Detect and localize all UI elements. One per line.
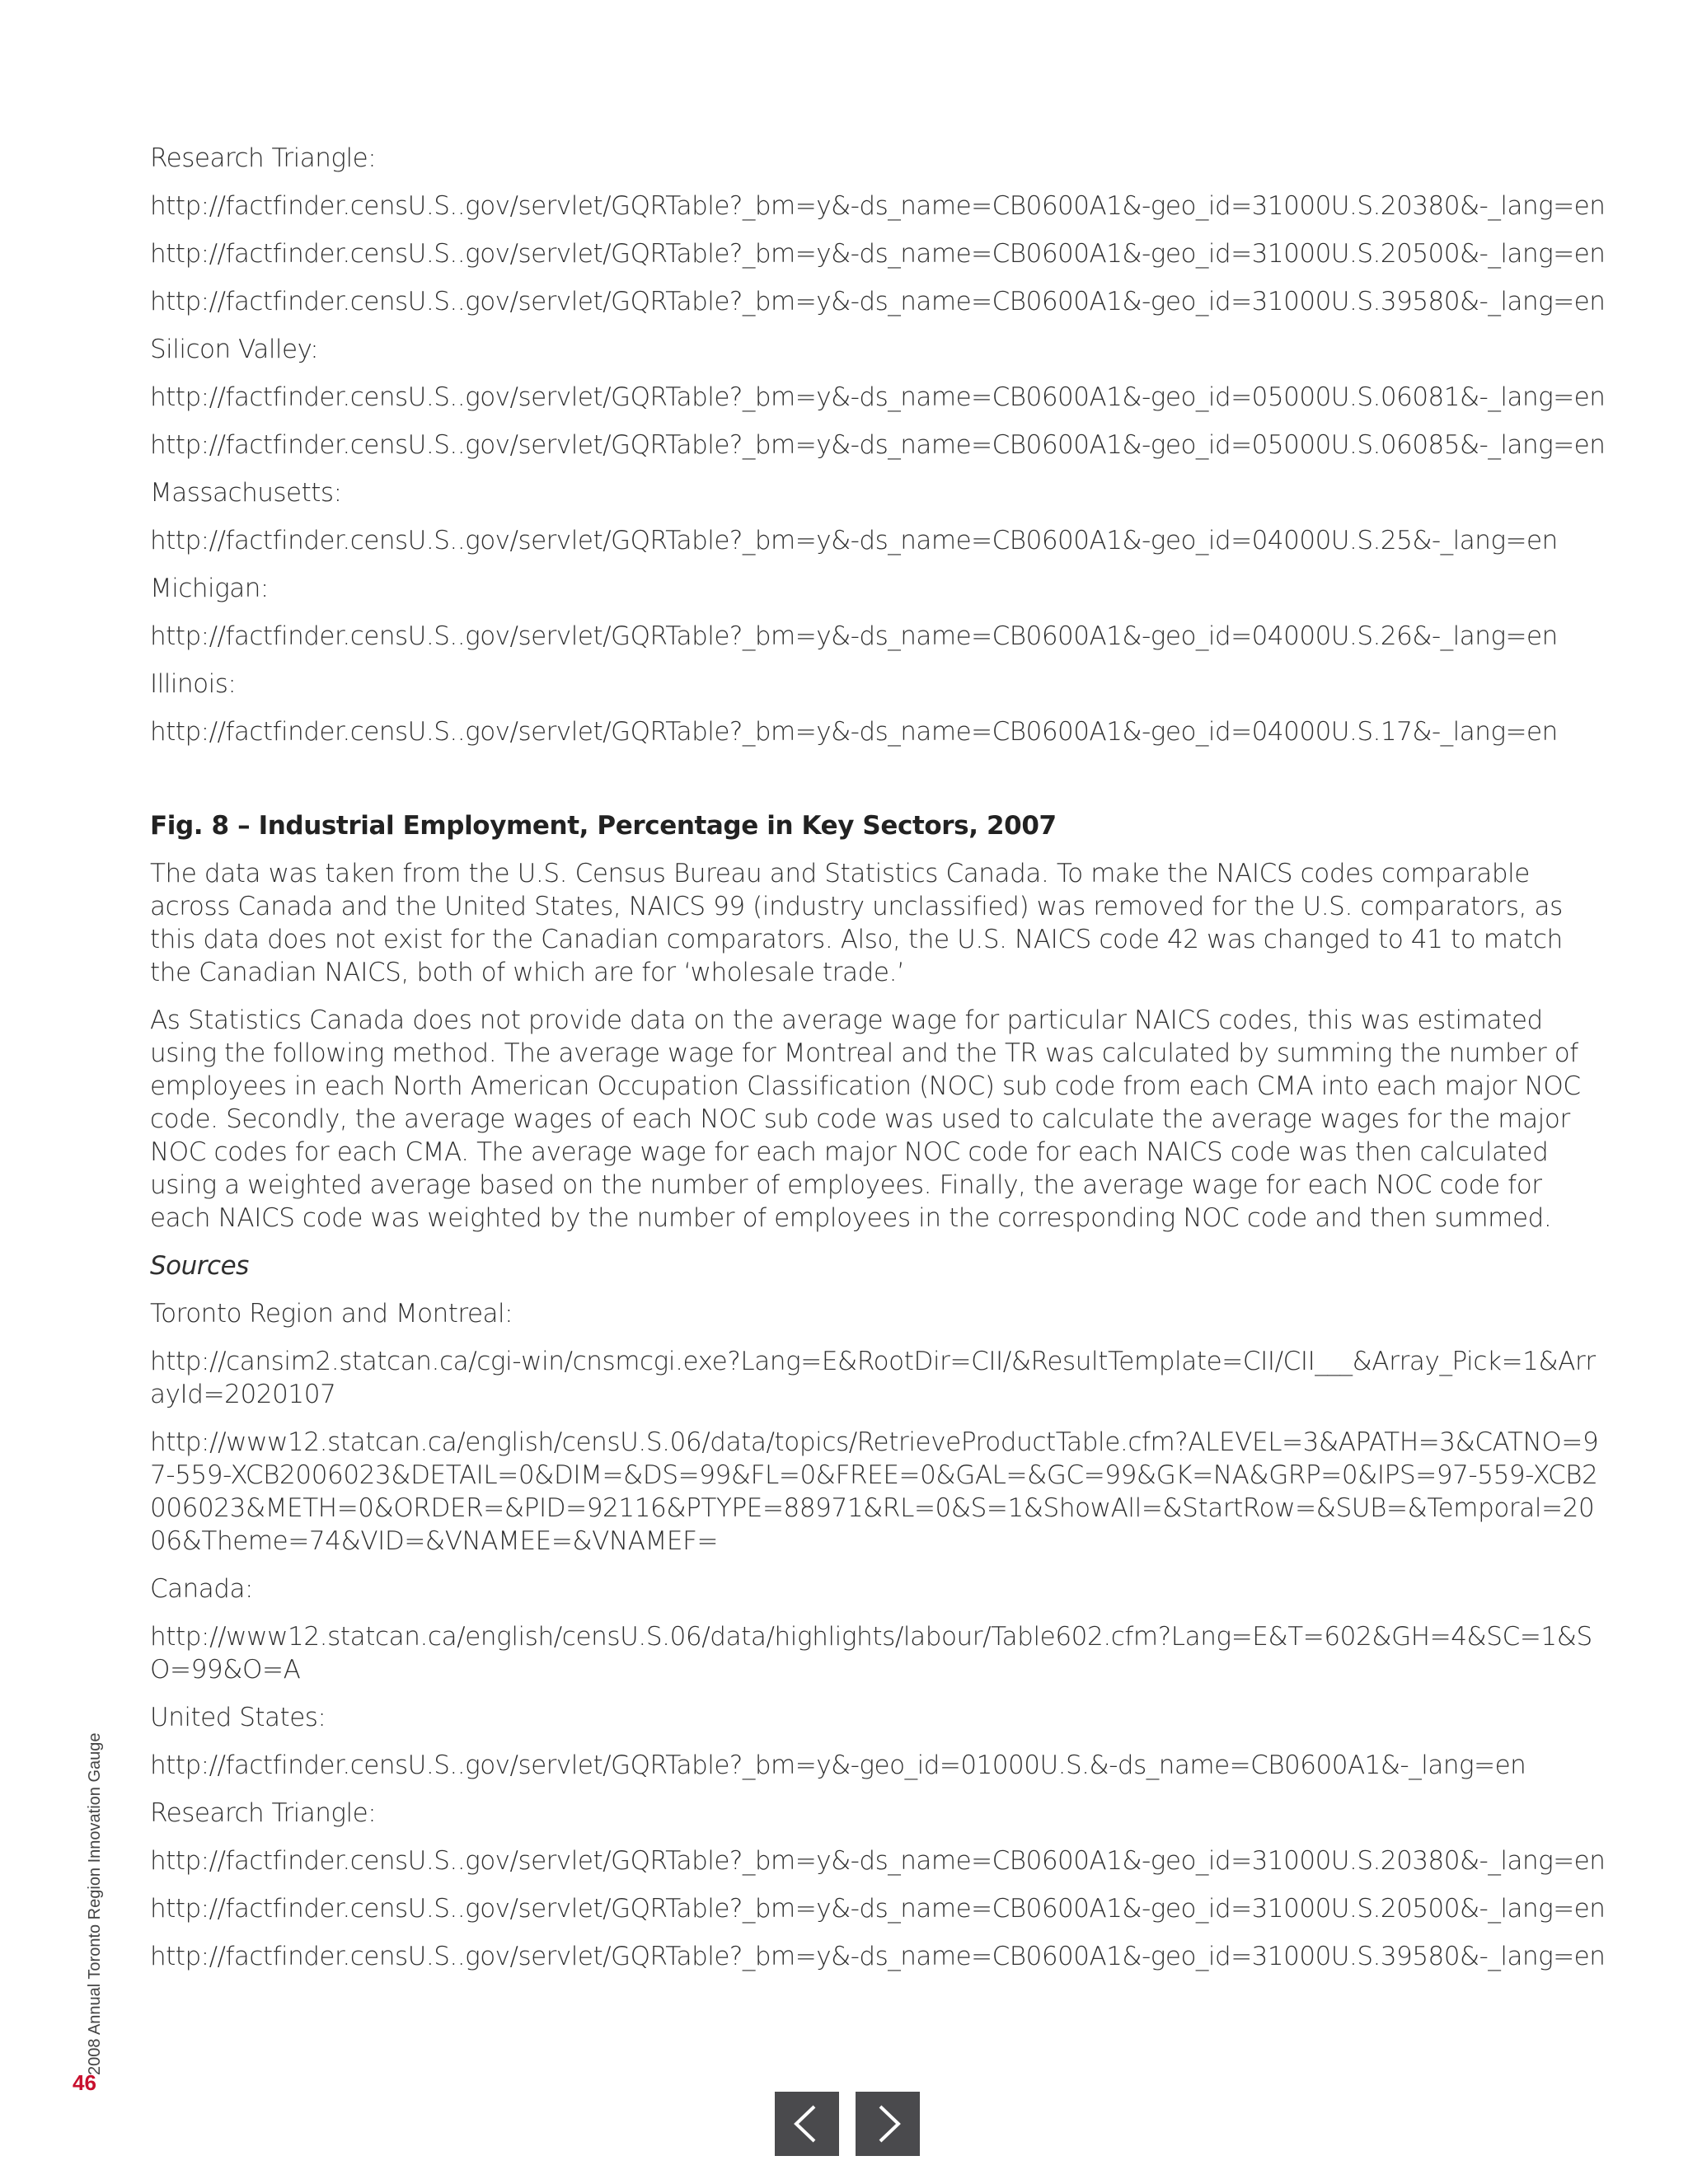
source-list-bottom (150, 1701, 1606, 1973)
publication-title: 2008 Annual Toronto Region Innovation Gauge (86, 1732, 104, 2075)
sources-label: Sources (150, 1251, 249, 1281)
source-top-label: Massachusetts: (150, 478, 342, 508)
source-top-url[interactable]: http://factfinder.censU.S..gov/servlet/GQRTable?_bm=y&-ds_name=CB0600A1&-geo_id=31000U.S.39580&-_lang=en (150, 287, 1606, 316)
source-bottom-url[interactable]: http://factfinder.censU.S..gov/servlet/GQRTable?_bm=y&-geo_id=01000U.S.&-ds_name=CB0600A1&-_lang=en (150, 1750, 1526, 1780)
source-top-url[interactable]: http://factfinder.censU.S..gov/servlet/GQRTable?_bm=y&-ds_name=CB0600A1&-geo_id=04000U.S.25&-_lang=en (150, 526, 1558, 555)
source-list-top (150, 142, 1606, 748)
page-content (150, 142, 1606, 1988)
side-label (82, 1732, 115, 2075)
toronto-label: Toronto Region and Montreal: (150, 1299, 513, 1329)
source-top-label: Research Triangle: (150, 143, 377, 173)
source-top-url[interactable]: http://factfinder.censU.S..gov/servlet/GQRTable?_bm=y&-ds_name=CB0600A1&-geo_id=05000U.S.06081&-_lang=en (150, 382, 1606, 412)
cansim-url[interactable]: http://cansim2.statcan.ca/cgi-win/cnsmcgi.exe?Lang=E&RootDir=CII/&ResultTemplate=CII/CII___&Array_Pick=1&ArrayId=2020107 (150, 1347, 1596, 1409)
source-bottom-url[interactable]: http://factfinder.censU.S..gov/servlet/GQRTable?_bm=y&-ds_name=CB0600A1&-geo_id=31000U.S.20500&-_lang=en (150, 1894, 1606, 1924)
canada-url[interactable]: http://www12.statcan.ca/english/censU.S.06/data/highlights/labour/Table602.cfm?Lang=E&T=602&GH=4&SC=1&SO=99&O=A (150, 1622, 1592, 1685)
source-top-url[interactable]: http://factfinder.censU.S..gov/servlet/GQRTable?_bm=y&-ds_name=CB0600A1&-geo_id=05000U.S.06085&-_lang=en (150, 430, 1606, 460)
source-top-url[interactable]: http://factfinder.censU.S..gov/servlet/GQRTable?_bm=y&-ds_name=CB0600A1&-geo_id=31000U.S.20380&-_lang=en (150, 191, 1606, 221)
source-bottom-label: United States: (150, 1703, 326, 1732)
next-page-button[interactable] (856, 2092, 920, 2156)
page-number: 46 (73, 2070, 96, 2095)
source-bottom-url[interactable]: http://factfinder.censU.S..gov/servlet/GQRTable?_bm=y&-ds_name=CB0600A1&-geo_id=31000U.S.20380&-_lang=en (150, 1846, 1606, 1876)
source-top-url[interactable]: http://factfinder.censU.S..gov/servlet/GQRTable?_bm=y&-ds_name=CB0600A1&-geo_id=04000U.S.17&-_lang=en (150, 717, 1558, 747)
paragraph-data-source: The data was taken from the U.S. Census Bureau and Statistics Canada. To make the NAICS codes comparable across Canada and the United States, NAICS 99 (industry unclassified) was removed for the U.S. comparators, as this data does not exist for the Canadian comparators. Also, the U.S. NAICS code 42 was changed to 41 to match the Canadian NAICS, both of which are for ‘wholesale trade.’ (150, 859, 1563, 987)
source-top-label: Illinois: (150, 669, 237, 699)
previous-page-button[interactable] (775, 2092, 839, 2156)
source-top-label: Silicon Valley: (150, 335, 319, 364)
chevron-right-icon (856, 2092, 920, 2156)
statcan-url[interactable]: http://www12.statcan.ca/english/censU.S.06/data/topics/RetrieveProductTable.cfm?ALEVEL=3&APATH=3&CATNO=97-559-XCB2006023&DETAIL=0&DIM=&DS=99&FL=0&FREE=0&GAL=&GC=99&GK=NA&GRP=0&IPS=97-559-XCB2006023&METH=0&ORDER=&PID=92116&PTYPE=88971&RL=0&S=1&ShowAll=&StartRow=&SUB=&Temporal=2006&Theme=74&VID=&VNAMEE=&VNAMEF= (150, 1427, 1599, 1556)
source-top-url[interactable]: http://factfinder.censU.S..gov/servlet/GQRTable?_bm=y&-ds_name=CB0600A1&-geo_id=04000U.S.26&-_lang=en (150, 621, 1558, 651)
chevron-left-icon (775, 2092, 839, 2156)
source-bottom-url[interactable]: http://factfinder.censU.S..gov/servlet/GQRTable?_bm=y&-ds_name=CB0600A1&-geo_id=31000U.S.39580&-_lang=en (150, 1942, 1606, 1971)
canada-label: Canada: (150, 1574, 253, 1604)
figure-heading: Fig. 8 – Industrial Employment, Percentage in Key Sectors, 2007 (150, 811, 1057, 841)
source-top-label: Michigan: (150, 574, 269, 603)
paragraph-method: As Statistics Canada does not provide data on the average wage for particular NAICS codes, this was estimated using the following method. The average wage for Montreal and the TR was calculated by summing the number of employees in each North American Occupation Classification (NOC) sub code from each CMA into each major NOC code. Secondly, the average wages of each NOC sub code was used to calculate the average wages for the major NOC codes for each CMA. The average wage for each major NOC code for each NAICS code was then calculated using a weighted average based on the number of employees. Finally, the average wage for each NOC code for each NAICS code was weighted by the number of employees in the corresponding NOC code and then summed. (150, 1005, 1581, 1233)
source-top-url[interactable]: http://factfinder.censU.S..gov/servlet/GQRTable?_bm=y&-ds_name=CB0600A1&-geo_id=31000U.S.20500&-_lang=en (150, 239, 1606, 269)
source-bottom-label: Research Triangle: (150, 1798, 377, 1828)
